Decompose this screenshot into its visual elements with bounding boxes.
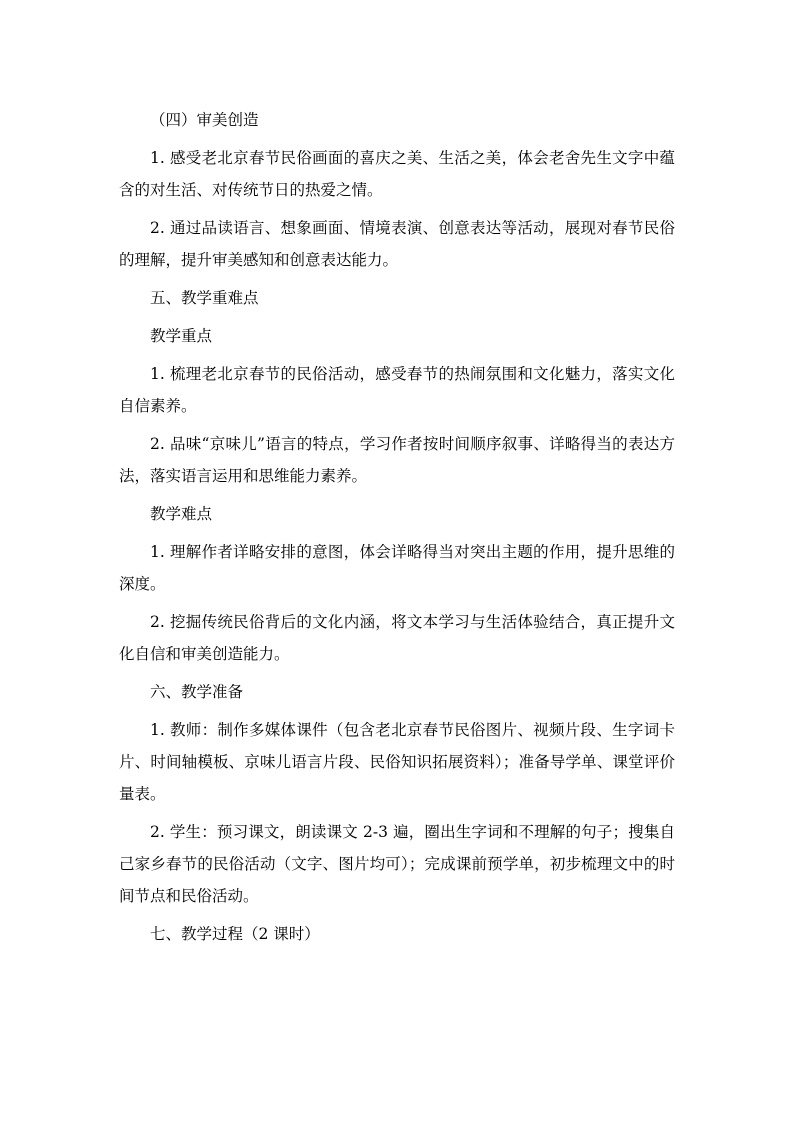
heading-section-6: 六、教学准备 xyxy=(150,683,244,701)
document-page xyxy=(119,104,675,956)
heading-difficult-points: 教学难点 xyxy=(150,505,213,523)
paragraph-key-2: 2. 品味“京味儿”语言的特点，学习作者按时间顺序叙事、详略得当的表达方法，落实语言运用和思维能力素养。 xyxy=(119,435,675,485)
paragraph-aesthetic-1: 1. 感受老北京春节民俗画面的喜庆之美、生活之美，体会老舍先生文字中蕴含的对生活、对传统节日的热爱之情。 xyxy=(119,149,675,199)
paragraph-aesthetic-2: 2. 通过品读语言、想象画面、情境表演、创意表达等活动，展现对春节民俗的理解，提升审美感知和创意表达能力。 xyxy=(119,219,675,269)
heading-key-points: 教学重点 xyxy=(150,327,213,345)
paragraph-key-1: 1. 梳理老北京春节的民俗活动，感受春节的热闹氛围和文化魅力，落实文化自信素养。 xyxy=(119,365,675,415)
paragraph-difficult-2: 2. 挖掘传统民俗背后的文化内涵，将文本学习与生活体验结合，真正提升文化自信和审美创造能力。 xyxy=(119,613,675,663)
heading-section-7: 七、教学过程（2 课时） xyxy=(150,925,320,943)
paragraph-difficult-1: 1. 理解作者详略安排的意图，体会详略得当对突出主题的作用，提升思维的深度。 xyxy=(119,543,675,593)
heading-aesthetic-creation: （四）审美创造 xyxy=(150,111,259,129)
heading-section-5: 五、教学重难点 xyxy=(150,289,259,307)
paragraph-preparation-2: 2. 学生：预习课文，朗读课文 2-3 遍，圈出生字词和不理解的句子；搜集自己家乡春节的民俗活动（文字、图片均可）；完成课前预学单，初步梳理文中的时间节点和民俗活动。 xyxy=(119,823,675,905)
paragraph-preparation-1: 1. 教师：制作多媒体课件（包含老北京春节民俗图片、视频片段、生字词卡片、时间轴模板、京味儿语言片段、民俗知识拓展资料）；准备导学单、课堂评价量表。 xyxy=(119,721,675,803)
